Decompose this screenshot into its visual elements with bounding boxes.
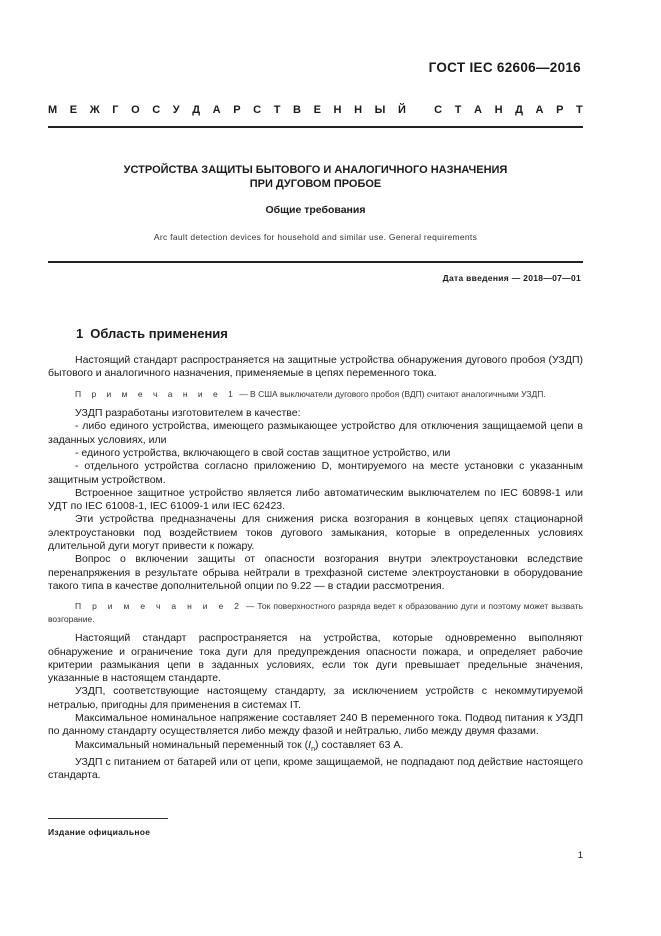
heading-letter: Р (233, 104, 241, 116)
edition-label: Издание официальное (48, 827, 151, 837)
heading-letter: Н (333, 104, 342, 116)
document-title (48, 163, 583, 191)
paragraph: Встроенное защитное устройство является либо автоматическим выключателем по IEC 60898-1 или УДТ по IEC 61008-1, IEC 61009-1 или IEC 62423. (48, 486, 583, 513)
note-label: П р и м е ч а н и е 2 (75, 601, 243, 612)
note-2 (48, 600, 583, 625)
body-text (48, 354, 583, 783)
heading-letter: Е (69, 104, 78, 116)
note-text: — Ток поверхностного разряда ведет к образованию дуги и поэтому может вызвать возгорание. (48, 601, 583, 624)
heading-letter: Е (313, 104, 321, 116)
heading-letter: Д (515, 104, 523, 116)
heading-letter: С (253, 104, 262, 116)
paragraph (48, 739, 583, 756)
heading-letter: Н (354, 104, 363, 116)
paragraph: УЗДП разработаны изготовителем в качестве: (75, 407, 301, 420)
list-item: - либо единого устройства, имеющего размыкающее устройство для отключения защищаемой цепи в заданных условиях, или (48, 420, 583, 446)
interstate-standard-heading (48, 104, 583, 116)
heading-letter: Ж (89, 104, 100, 116)
heading-letter: Т (273, 104, 281, 116)
english-title: Arc fault detection devices for household and similar use. General requirements (153, 232, 478, 242)
note-1 (48, 388, 583, 401)
heading-letter: С (152, 104, 161, 116)
heading-letter: Т (576, 104, 583, 116)
heading-letter: Н (494, 104, 503, 116)
header-rule (48, 126, 583, 128)
heading-letter: А (474, 104, 482, 116)
heading-letter: О (131, 104, 140, 116)
paragraph: Вопрос о включении защиты от опасности возгорания внутри электроустановки вследствие перенапряжения в результате обрыва нейтрали в трехфазной системе электроустановки в оборудование такого типа в качестве дополнительной опции по 9.22 — в стадии рассмотрения. (48, 553, 583, 592)
heading-letter: У (172, 104, 180, 116)
text-segment: ) составляет 63 А. (314, 738, 404, 751)
heading-letter (418, 104, 421, 116)
paragraph: УЗДП, соответствующие настоящему стандарту, за исключением устройств с некоммутируемой нетралью, пригодны для применения в системах IT. (48, 685, 583, 711)
section-heading (76, 326, 228, 341)
standard-code: ГОСТ IEC 62606—2016 (428, 60, 581, 75)
heading-letter: А (535, 104, 544, 116)
current-subscript: n (311, 745, 315, 753)
heading-letter: В (293, 104, 301, 116)
page-number: 1 (577, 850, 583, 861)
heading-letter: Ы (374, 104, 386, 116)
heading-letter: Р (556, 104, 564, 116)
paragraph: Максимальное номинальное напряжение составляет 240 В переменного тока. Подвод питания к УЗДП по данному стандарту осуществляется либо между фазой и нейтралью, либо между двумя фазами. (48, 712, 583, 738)
title-line-1: УСТРОЙСТВА ЗАЩИТЫ БЫТОВОГО И АНАЛОГИЧНОГО НАЗНАЧЕНИЯ (123, 164, 508, 176)
paragraph: Настоящий стандарт распространяется на защитные устройства обнаружения дугового пробоя (УЗДП) бытового и аналогичного назначения, применяемые в цепях переменного тока. (48, 354, 583, 380)
heading-letter: А (212, 104, 221, 116)
heading-letter: Й (397, 104, 406, 116)
effective-date: Дата введения — 2018—07—01 (442, 273, 581, 283)
note-text: — В США выключатели дугового пробоя (ВДП) считают аналогичными УЗДП. (236, 388, 546, 399)
title-line-2: ПРИ ДУГОВОМ ПРОБОЕ (249, 178, 382, 190)
text-segment: Максимальный номинальный переменный ток ( (75, 738, 309, 751)
footer-rule (48, 818, 168, 819)
document-subtitle: Общие требования (265, 204, 366, 216)
current-symbol: I (308, 738, 312, 751)
section-title: Область применения (90, 326, 228, 341)
list-item: - единого устройства, включающего в свой состав защитное устройство, или (75, 446, 451, 459)
heading-letter: М (48, 104, 58, 116)
section-number: 1 (76, 326, 84, 341)
paragraph: Эти устройства предназначены для снижения риска возгорания в концевых цепях стационарной электроустановки под воздействием токов дугового замыкания, которые в определенных условиях длительной дуги могут привести к пожару. (48, 513, 583, 553)
note-label: П р и м е ч а н и е 1 (75, 388, 237, 399)
list-item: - отдельного устройства согласно приложению D, монтируемого на месте установки с указанным защитным устройством. (48, 460, 583, 486)
heading-letter: Г (112, 104, 119, 116)
heading-letter: Т (454, 104, 462, 116)
title-rule (48, 261, 583, 263)
heading-letter: Д (192, 104, 201, 116)
paragraph: Настоящий стандарт распространяется на устройства, которые одновременно выполняют обнаружение и ограничение тока дуги для предупреждения опасности пожара, и определяет рабочие критерии размыкания цепи в заданных условиях, если ток дуги превышает предельные значения, указанные в настоящем стандарте. (48, 632, 583, 685)
heading-letter: С (434, 104, 443, 116)
paragraph: УЗДП с питанием от батарей или от цепи, кроме защищаемой, не подпадают под действие настоящего стандарта. (48, 756, 583, 782)
